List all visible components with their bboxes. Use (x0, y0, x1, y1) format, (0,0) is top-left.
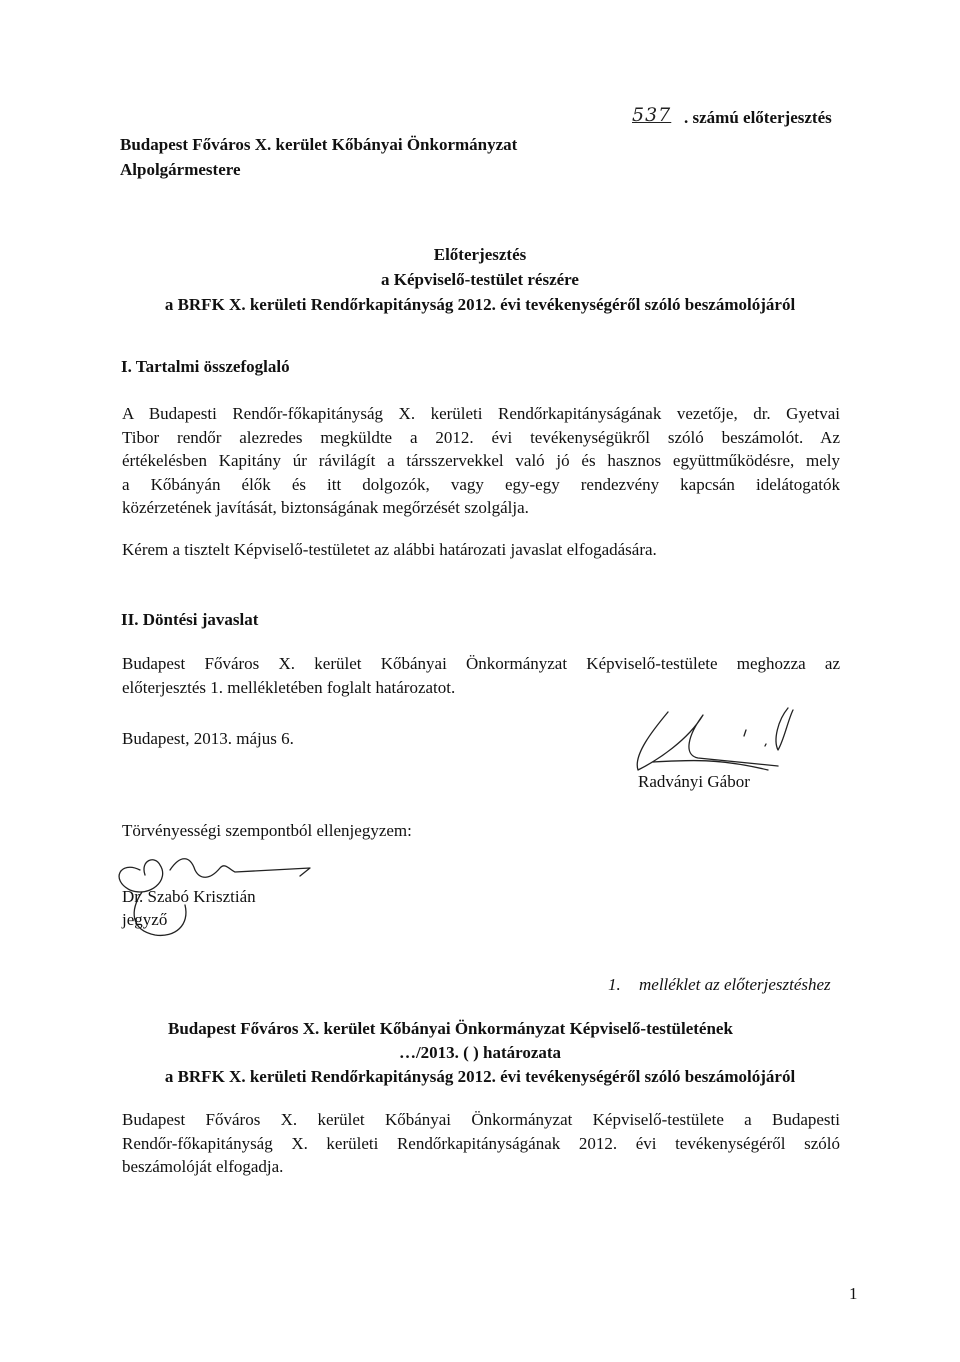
org-role: Alpolgármestere (120, 160, 241, 179)
section-1-body (122, 402, 840, 520)
section-2-heading: II. Döntési javaslat (121, 610, 259, 629)
signer-name: Radványi Gábor (638, 772, 750, 791)
annex-title: Budapest Főváros X. kerület Kőbányai Önkormányzat Képviselő-testületének (168, 1019, 733, 1038)
annex-resolution-number: …/2013. ( ) határozata (398, 1043, 562, 1062)
section-1-line: A Budapesti Rendőr-főkapitányság X. kerületi Rendőrkapitányságának vezetője, dr. Gyetvai (122, 404, 840, 423)
annex-line: Rendőr-főkapitányság X. kerületi Rendőrkapitányságának 2012. évi tevékenységéről szóló (122, 1133, 840, 1153)
section-2-body (122, 652, 840, 699)
section-1-request: Kérem a tisztelt Képviselő-testületet az alábbi határozati javaslat elfogadására. (122, 540, 657, 559)
section-1-line: a Kőbányán élők és itt dolgozók, vagy egy-egy rendezvény kapcsán idelátogatók (122, 474, 840, 494)
doc-title-subject: a BRFK X. kerületi Rendőrkapitányság 2012. évi tevékenységéről szóló beszámolójáról (164, 295, 796, 314)
annex-label-text: melléklet az előterjesztéshez (639, 975, 831, 994)
section-1-heading: I. Tartalmi összefoglaló (121, 357, 290, 376)
handwritten-proposal-number: 537 (632, 104, 672, 126)
doc-title: Előterjesztés (433, 245, 527, 264)
countersigner-name: Dr. Szabó Krisztián (122, 887, 256, 906)
annex-line: beszámolóját elfogadja. (122, 1157, 284, 1176)
doc-title-recipient: a Képviselő-testület részére (381, 270, 579, 289)
org-name: Budapest Főváros X. kerület Kőbányai Önkormányzat (120, 135, 518, 154)
legal-countersign-label: Törvényességi szempontból ellenjegyzem: (122, 821, 412, 840)
section-1-line: közérzetének javítását, biztonságának megőrzését szolgálja. (122, 498, 529, 517)
page-number: 1 (849, 1284, 858, 1303)
signature-icon (628, 700, 828, 780)
annex-line: Budapest Főváros X. kerület Kőbányai Önkormányzat Képviselő-testülete a Budapesti (122, 1110, 840, 1129)
proposal-number-suffix: . számú előterjesztés (684, 108, 832, 127)
section-2-line: előterjesztés 1. mellékletében foglalt határozatot. (122, 677, 456, 697)
annex-subject: a BRFK X. kerületi Rendőrkapitányság 2012. évi tevékenységéről szóló beszámolójáról (164, 1067, 796, 1086)
document-date: Budapest, 2013. május 6. (122, 729, 294, 748)
annex-label-number: 1. (608, 975, 621, 994)
countersigner-title: jegyző (122, 910, 168, 929)
annex-body (122, 1108, 840, 1179)
annex-label (608, 975, 831, 995)
section-2-line: Budapest Főváros X. kerület Kőbányai Önkormányzat Képviselő-testülete meghozza az (122, 654, 840, 673)
section-1-line: értékelésben Kapitány úr rávilágít a társszervekkel való jó és hasznos együttműködésre, mely (122, 451, 840, 470)
section-1-line: Tibor rendőr alezredes megküldte a 2012. évi tevékenységükről szóló beszámolót. Az (122, 427, 840, 447)
